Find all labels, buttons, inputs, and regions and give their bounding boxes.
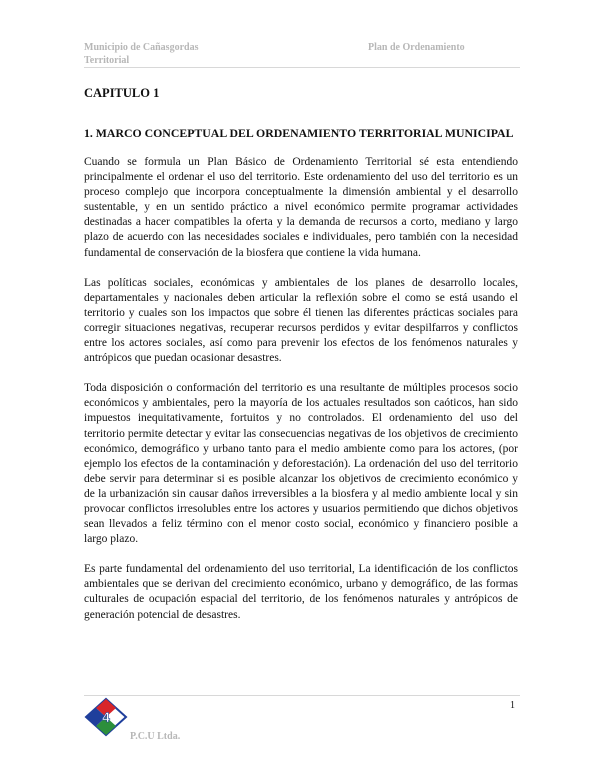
footer-divider <box>84 695 520 696</box>
header-left-line1: Municipio de Cañasgordas <box>84 42 199 53</box>
page-header <box>84 42 520 68</box>
header-divider <box>84 67 520 68</box>
paragraph-3: Toda disposición o conformación del territorio es una resultante de múltiples procesos socio económicos y ambientales, pero la mayoría de los actuales resultados son caóticos, han sido impuestos inequitativamente, fortuitos y no controlados. El ordenamiento del uso del territorio permite detectar y evitar las consecuencias negativas de los objetivos de crecimiento económico, demográfico y urbano tanto para el medio ambiente como para los actores, (por ejemplo los efectos de la contaminación y deforestación). La ordenación del uso del territorio debe servir para determinar si es posible alcanzar los objetivos de crecimiento económico y de la urbanización sin causar daños irreversibles a la biosfera y al medio ambiente local y sin provocar conflictos irresolubles entre los actores y usuarios permitiendo que dichos objetivos sean llevados a feliz término con el menor costo social, económico y financiero posible a largo plazo. <box>84 382 518 546</box>
header-municipality <box>84 42 284 67</box>
paragraph-4: Es parte fundamental del ordenamiento del uso territorial, La identificación de los conflictos ambientales que se derivan del crecimiento económico, urbano y demográfico, de las formas culturales de ocupación espacial del territorio, de los fenómenos naturales y antrópicos de generación potencial de desastres. <box>84 563 518 621</box>
document-body <box>84 86 518 623</box>
company-name: P.C.U Ltda. <box>130 731 181 742</box>
header-plan-title: Plan de Ordenamiento <box>368 42 465 53</box>
paragraph-2: Las políticas sociales, económicas y ambientales de los planes de desarrollo locales, departamentales y nacionales deben articular la reflexión sobre el como se está usando el territorio y cuales son los impactos que sobre él tienen las diferentes prácticas sociales para corregir situaciones negativas, recuperar recursos perdidos y evitar despilfarros y conflictos entre los actores sociales, así como para prevenir los efectos de los fenómenos naturales y antrópicos que puedan ocasionar desastres. <box>84 276 518 365</box>
paragraph-1: Cuando se formula un Plan Básico de Ordenamiento Territorial sé esta entendiendo principalmente el ordenar el uso del territorio. Este ordenamiento del uso del territorio es un proceso complejo que incorpora conceptualmente la dimensión ambiental y el desarrollo sustentable, y en un sentido práctico a nivel económico permite programar actividades destinadas a hacer compatibles la oferta y la demanda de recursos a corto, mediano y largo plazo de acuerdo con las necesidades sociales e individuales, pero también con la necesidad fundamental de conservación de la biosfera que contiene la vida humana. <box>84 156 518 259</box>
chapter-heading: CAPITULO 1 <box>84 86 160 100</box>
company-logo-icon <box>84 697 128 737</box>
logo-number: 4 <box>102 709 110 725</box>
section-heading: 1. MARCO CONCEPTUAL DEL ORDENAMIENTO TERRITORIAL MUNICIPAL <box>84 126 514 140</box>
header-left-line2: Territorial <box>84 54 130 66</box>
page-number: 1 <box>510 700 515 711</box>
